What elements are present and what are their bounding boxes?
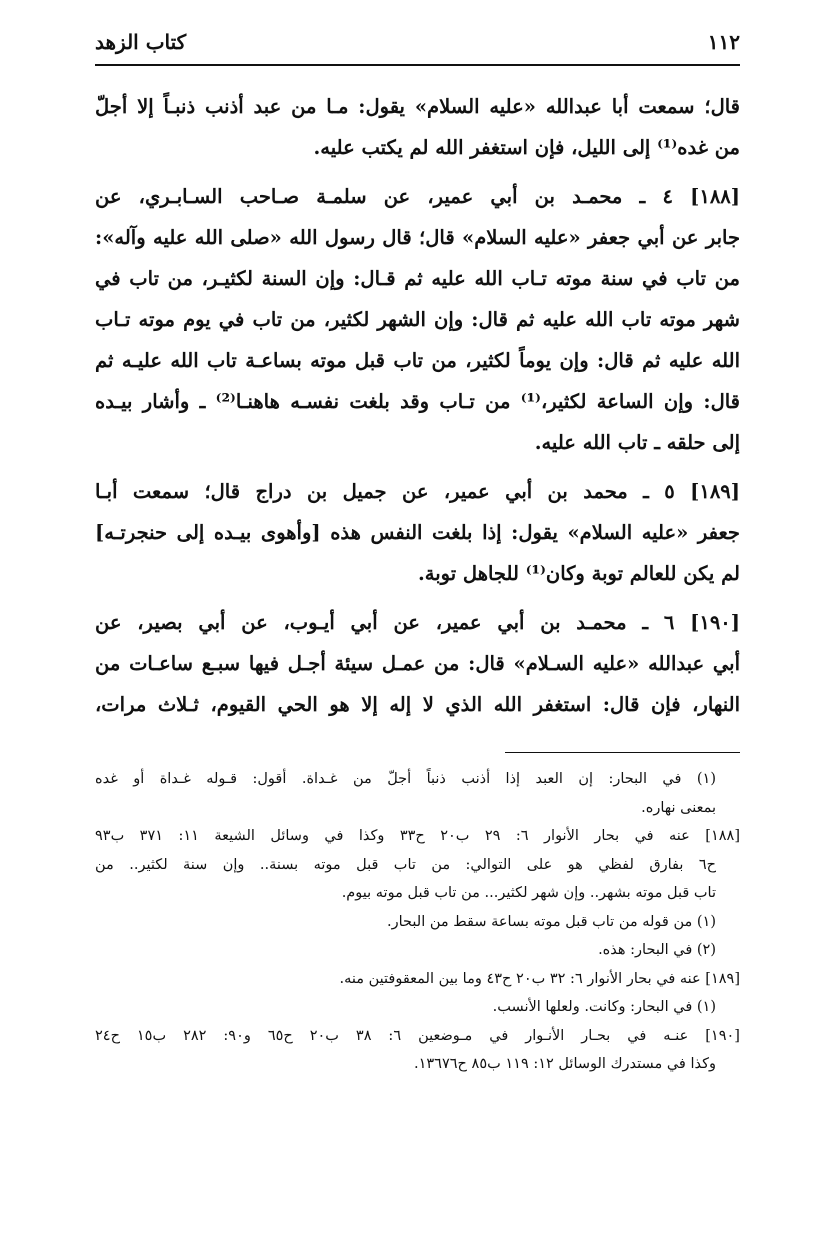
text-line: شهر موته تاب الله عليه ثم قال: وإن الشهر لكثير، من تاب في يوم موته تـاب <box>95 308 740 331</box>
text-line: من غده⁽¹⁾ إلى الليل، فإن استغفر الله لم يكتب عليه. <box>313 136 740 159</box>
hadith-188-heading: [١٨٨] ٤ ـ محمـد بن أبي عمير، عن سلمـة صـاحب السـابـري، عن <box>95 185 740 208</box>
text-line: جابر عن أبي جعفر «عليه السلام» قال؛ قال رسول الله «صلى الله عليه وآله»: <box>95 226 740 249</box>
page-header <box>95 30 740 66</box>
footnote-line: (٢) في البحار: هذه. <box>598 942 716 958</box>
page-number: ١١٢ <box>707 30 740 54</box>
footnote-line: وكذا في مستدرك الوسائل ١٢: ١١٩ ب٨٥ ح١٣٦٧٦. <box>413 1056 716 1072</box>
footnote-ref-188: [١٨٨] عنه في بحار الأنوار ٦: ٢٩ ب٢٠ ح٣٣ وكذا في وسائل الشيعة ١١: ٣٧١ ب٩٣ <box>95 828 740 844</box>
footnote-line: بمعنى نهاره. <box>641 799 716 816</box>
text-line: جعفر «عليه السلام» يقول: إذا بلغت النفس هذه [وأهوى بيـده إلى حنجرتـه] <box>95 521 740 544</box>
text-line: قال: وإن الساعة لكثير،⁽¹⁾ من تـاب وقد بلغت نفسـه هاهنـا⁽²⁾ ـ وأشار بيـده <box>95 390 740 413</box>
text-line: النهار، فإن قال: استغفر الله الذي لا إله إلا هو الحي القيوم، ثـلاث مرات، <box>95 693 740 716</box>
text-line: من تاب في سنة موته تـاب الله عليه ثم قـال: وإن السنة لكثيـر، من تاب في <box>95 267 740 290</box>
footnote-ref-190: [١٩٠] عنـه في بحـار الأنـوار في مـوضعين ٦: ٣٨ ب٢٠ ح٦٥ و٩٠: ٢٨٢ ب١٥ ح٢٤ <box>95 1027 740 1044</box>
main-text <box>95 86 740 725</box>
hadith-190-heading: [١٩٠] ٦ ـ محمـد بن أبي عمير، عن أبي أيـوب، عن أبي بصير، عن <box>95 611 740 634</box>
book-title: كتاب الزهد <box>95 30 187 54</box>
hadith-189-heading: [١٨٩] ٥ ـ محمد بن أبي عمير، عن جميل بن دراج قال؛ سمعت أبـا <box>95 480 740 503</box>
footnote-divider <box>505 752 740 753</box>
footnote-line: (١) في البحار: إن العبد إذا أذنب ذنباً أجلّ من غـداة. أقول: قـوله غـداة أو غده <box>95 771 716 787</box>
text-line: الله عليه ثم قال: وإن يوماً لكثير، من تاب قبل موته بساعـة تاب الله عليـه ثم <box>95 349 740 372</box>
footnotes <box>95 765 740 1079</box>
footnote-line: ح٦ بفارق لفظي هو على التوالي: من تاب قبل موته بسنة.. وإن سنة لكثير.. من <box>95 856 716 873</box>
footnote-ref-189: [١٨٩] عنه في بحار الأنوار ٦: ٣٢ ب٢٠ ح٤٣ وما بين المعقوفتين منه. <box>339 970 740 987</box>
text-line: لم يكن للعالم توبة وكان⁽¹⁾ للجاهل توبة. <box>417 562 740 585</box>
footnote-line: (١) من قوله من تاب قبل موته بساعة سقط من البحار. <box>387 913 716 930</box>
header-divider <box>95 64 740 66</box>
text-line: قال؛ سمعت أبا عبدالله «عليه السلام» يقول: مـا من عبد أذنب ذنبـاً إلا أجلّ <box>95 95 740 118</box>
text-line: إلى حلقه ـ تاب الله عليه. <box>534 431 740 454</box>
footnote-line: تاب قبل موته بشهر.. وإن شهر لكثير... من تاب قبل موته بيوم. <box>341 885 716 901</box>
text-line: أبي عبدالله «عليه السـلام» قال: من عمـل سيئة أجـل فيها سبـع ساعـات من <box>95 652 740 675</box>
footnote-line: (١) في البحار: وكانت. ولعلها الأنسب. <box>492 999 716 1015</box>
